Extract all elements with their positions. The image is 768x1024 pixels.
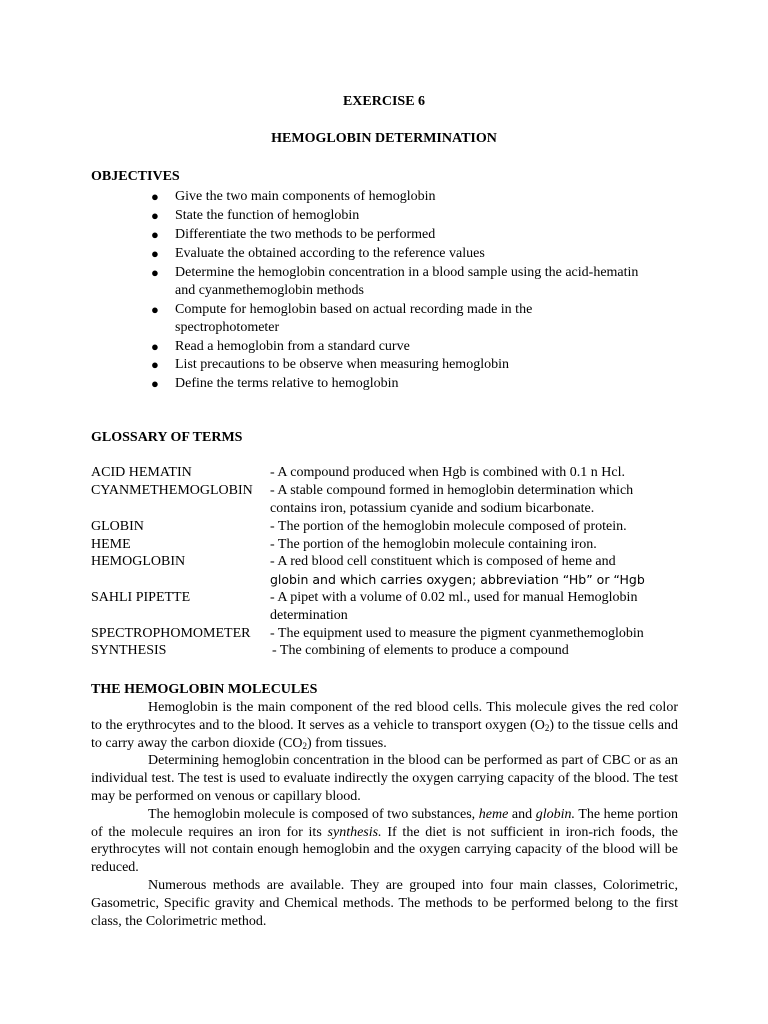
objectives-heading: OBJECTIVES (91, 169, 180, 184)
objective-item-continued: and cyanmethemoglobin methods (175, 283, 364, 298)
paragraph: Numerous methods are available. They are grouped into four main classes, Colorimetric, Gasometric, Specific gravity and Chemical methods. The methods to be performed belong to the first class, the Colorimetric method. (91, 877, 678, 929)
exercise-number: EXERCISE 6 (342, 94, 426, 109)
glossary-term: GLOBIN (91, 519, 144, 534)
paragraph: The hemoglobin molecule is composed of two substances, heme and globin. The heme portion of the molecule requires an iron for its synthesis. If the diet is not sufficient in iron-rich foods, the erythrocytes will not contain enough hemoglobin and the oxygen carrying capacity of the blood will be reduced. (91, 806, 679, 876)
objective-item: Differentiate the two methods to be performed (175, 227, 436, 242)
glossary-definition-continued: determination (270, 608, 348, 623)
objective-item-continued: spectrophotometer (175, 320, 280, 335)
bullet-icon: ● (151, 357, 159, 372)
glossary-term: HEMOGLOBIN (91, 554, 186, 569)
objective-item: Determine the hemoglobin concentration in a blood sample using the acid-hematin (175, 265, 639, 280)
objective-item: State the function of hemoglobin (175, 208, 360, 223)
paragraph: Determining hemoglobin concentration in the blood can be performed as part of CBC or as an individual test. The test is used to evaluate indirectly the oxygen carrying capacity of the blood. The test may be performed on venous or capillary blood. (91, 753, 678, 804)
bullet-icon: ● (151, 208, 159, 223)
document-title: HEMOGLOBIN DETERMINATION (271, 131, 497, 146)
bullet-icon: ● (151, 376, 159, 391)
glossary-term: SAHLI PIPETTE (91, 590, 191, 605)
objective-item: Compute for hemoglobin based on actual recording made in the (175, 302, 533, 317)
bullet-icon: ● (151, 189, 159, 204)
glossary-term: SYNTHESIS (91, 643, 167, 658)
glossary-definition: - A compound produced when Hgb is combined with 0.1 n Hcl. (270, 465, 626, 480)
glossary-term: ACID HEMATIN (91, 465, 192, 480)
bullet-icon: ● (151, 265, 159, 280)
paragraph: Hemoglobin is the main component of the red blood cells. This molecule gives the red color to the erythrocytes and to the blood. It serves as a vehicle to transport oxygen $(O_2)$ to the tissue cells and to carry away the carbon dioxide $(CO_2)$ from tissues. (91, 700, 678, 751)
molecules-body (91, 699, 678, 930)
molecules-heading: THE HEMOGLOBIN MOLECULES (91, 682, 318, 697)
objective-item: List precautions to be observe when measuring hemoglobin (175, 357, 509, 372)
bullet-icon: ● (151, 302, 159, 317)
glossary-definition: - The equipment used to measure the pigment cyanmethemoglobin (270, 626, 644, 641)
glossary-heading: GLOSSARY OF TERMS (91, 430, 243, 445)
objective-item: Read a hemoglobin from a standard curve (175, 339, 410, 354)
glossary-definition-continued: contains iron, potassium cyanide and sodium bicarbonate. (270, 501, 595, 516)
bullet-icon: ● (151, 246, 159, 261)
glossary-term: HEME (91, 537, 131, 552)
objective-item: Define the terms relative to hemoglobin (175, 376, 399, 391)
bullet-icon: ● (151, 227, 159, 242)
glossary-term: SPECTROPHOMOMETER (91, 626, 251, 641)
objective-item: Give the two main components of hemoglobin (175, 189, 436, 204)
glossary-term: CYANMETHEMOGLOBIN (91, 483, 253, 498)
glossary-definition: - The portion of the hemoglobin molecule containing iron. (270, 537, 597, 552)
glossary-definition-continued: globin and which carries oxygen; abbreviation “Hb” or “Hgb (270, 572, 645, 587)
glossary-definition: - A stable compound formed in hemoglobin determination which (270, 483, 634, 498)
objective-item: Evaluate the obtained according to the reference values (175, 246, 485, 261)
glossary-definition: - The combining of elements to produce a compound (272, 643, 569, 658)
glossary-definition: - The portion of the hemoglobin molecule composed of protein. (270, 519, 627, 534)
glossary-definition: - A pipet with a volume of 0.02 ml., used for manual Hemoglobin (270, 590, 638, 605)
glossary-definition: - A red blood cell constituent which is composed of heme and (270, 554, 616, 569)
bullet-icon: ● (151, 339, 159, 354)
